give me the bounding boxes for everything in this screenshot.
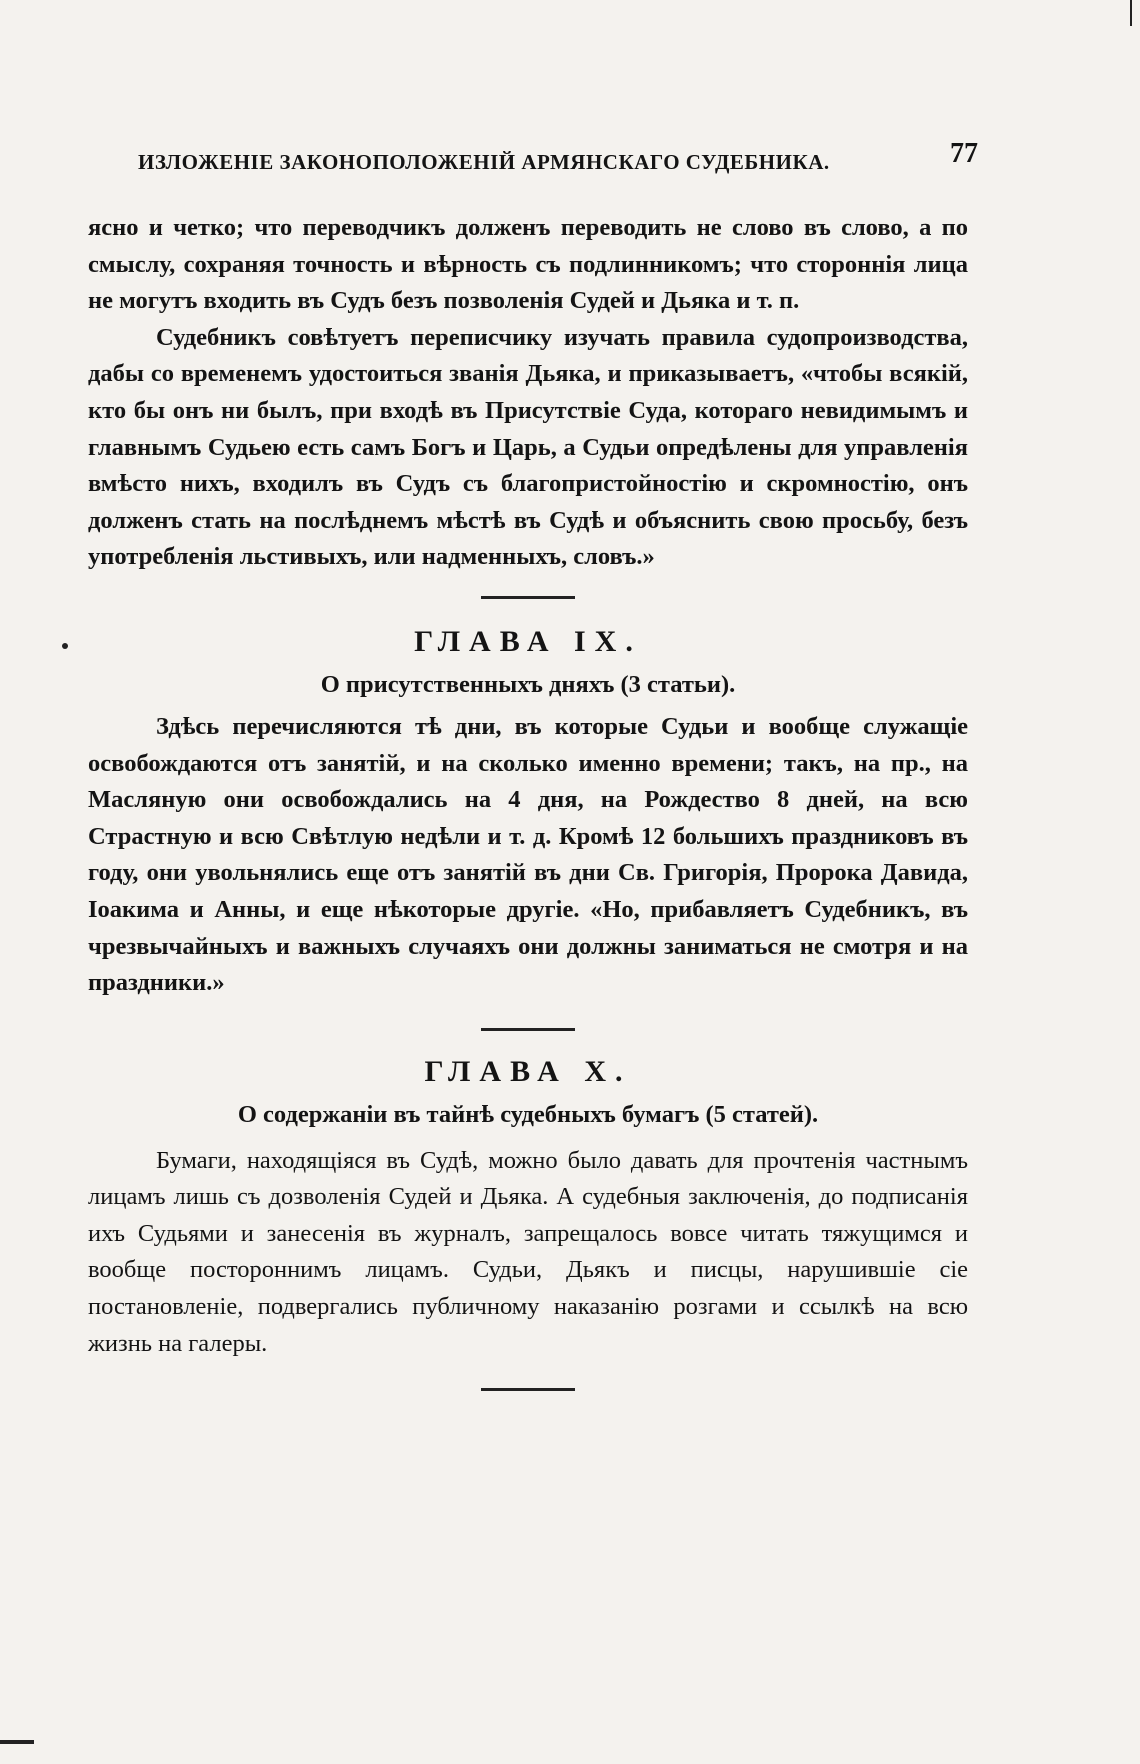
chapter-10-title: ГЛАВА X. xyxy=(424,1054,632,1088)
page-header xyxy=(138,138,978,188)
chapter-9-subtitle: О присутственныхъ дняхъ (3 статьи). xyxy=(320,670,736,698)
page-body xyxy=(88,210,968,1391)
page-number: 77 xyxy=(950,138,978,169)
chapter-10-subtitle: О содержанiи въ тайнѣ судебныхъ бумагъ (5 статей). xyxy=(237,1100,819,1128)
paragraph-sudebnik-advice: Судебникъ совѣтуетъ переписчику изучать правила судопроизводства, дабы со временемъ удостоиться званiя Дьяка, и приказываетъ, «чтобы всякiй, кто бы онъ ни былъ, при входѣ въ Присутствiе Суда, котораго невидимымъ и главнымъ Судьею есть самъ Богъ и Царь, а Судьи опредѣлены для управленiя вмѣсто нихъ, входилъ въ Судъ съ благопристойностiю и скромностiю, онъ долженъ стать на послѣднемъ мѣстѣ въ Судѣ и объяснить свою просьбу, безъ употребленiя льстивыхъ, или надменныхъ, словъ.» xyxy=(88,323,968,571)
scan-edge-mark xyxy=(0,1740,34,1744)
chapter-10-text: Бумаги, находящiяся въ Судѣ, можно было давать для прочтенiя частнымъ лицамъ лишь съ дозволенiя Судей и Дьяка. А судебныя заключенiя, до подписанiя ихъ Судьями и занесенiя въ журналъ, запрещалось вовсе читать тяжущимся и вообще постороннимъ лицамъ. Судьи, Дьякъ и писцы, нарушившiе сiе постановленiе, подвергались публичному наказанiю розгами и ссылкѣ на всю жизнь на галеры. xyxy=(88,1146,968,1357)
margin-mark xyxy=(62,643,68,649)
chapter-9-text: Здѣсь перечисляются тѣ дни, въ которые Судьи и вообще служащiе освобождаются отъ занятiй, и на сколько именно времени; такъ, на пр., на Масляную они освобождались на 4 дня, на Рождество 8 дней, на всю Страстную и всю Свѣтлую недѣли и т. д. Кромѣ 12 большихъ праздниковъ въ году, они увольнялись еще отъ занятiй въ дни Св. Григорiя, Пророка Давида, Iоакима и Анны, и еще нѣкоторые другiе. «Но, прибавляетъ Судебникъ, въ чрезвычайныхъ и важныхъ случаяхъ они должны заниматься не смотря и на праздники.» xyxy=(88,712,968,997)
section-divider xyxy=(481,1388,575,1391)
scan-edge-mark xyxy=(1130,0,1132,26)
chapter-9-title: ГЛАВА IX. xyxy=(414,624,642,658)
running-title: ИЗЛОЖЕНIЕ ЗАКОНОПОЛОЖЕНIЙ АРМЯНСКАГО СУДЕБНИКА. xyxy=(138,150,830,174)
paragraph-continued: ясно и четко; что переводчикъ долженъ переводить не слово въ слово, а по смыслу, сохраняя точность и вѣрность съ подлинникомъ; что стороннiя лица не могутъ входить въ Судъ безъ позволенiя Судей и Дьяка и т. п. xyxy=(88,214,968,315)
